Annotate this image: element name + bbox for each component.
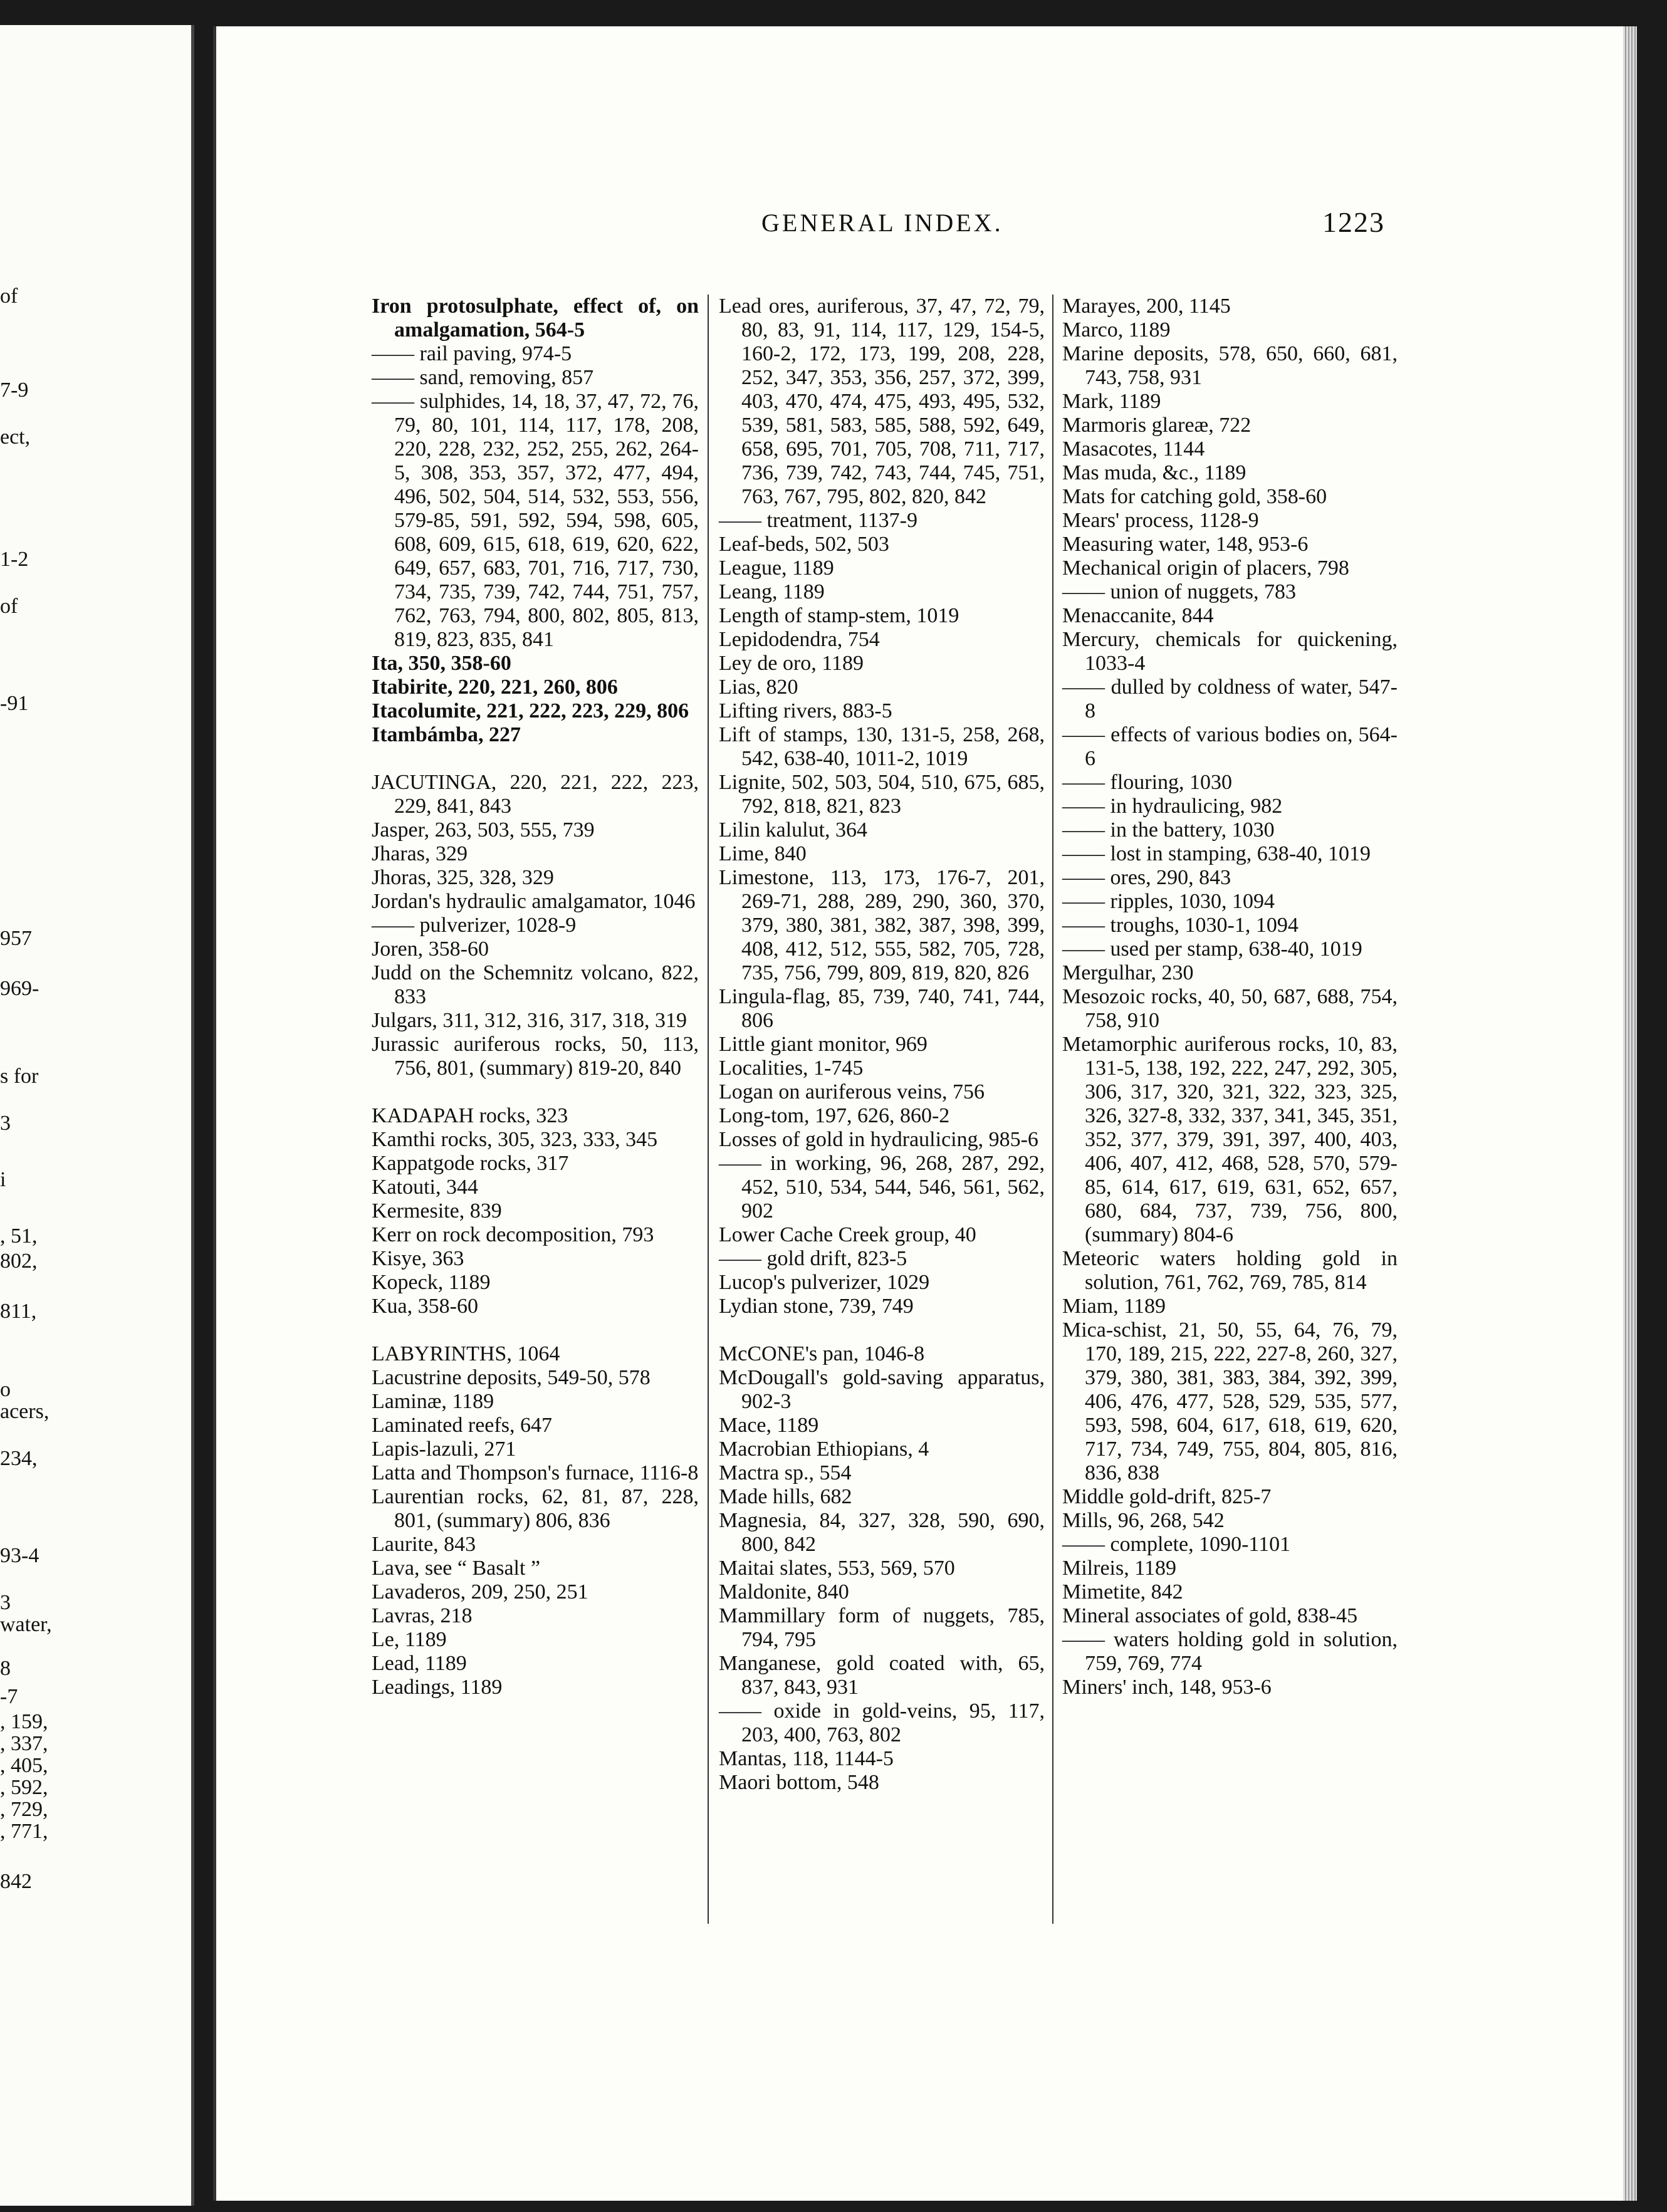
- index-entry: Itambámba, 227: [372, 723, 521, 746]
- cut-off-text-fragment: 802,: [0, 1249, 38, 1273]
- index-entry: Marmoris glareæ, 722: [1062, 414, 1252, 437]
- index-entry: —— dulled by coldness of water, 547-8: [1062, 676, 1398, 723]
- index-entry: Mas muda, &c., 1189: [1062, 461, 1246, 484]
- index-entry: Ley de oro, 1189: [719, 652, 864, 675]
- cut-off-text-fragment: of: [0, 595, 18, 618]
- cut-off-text-fragment: -91: [0, 692, 29, 715]
- index-entry: Leadings, 1189: [372, 1676, 503, 1699]
- index-entry: Maldonite, 840: [719, 1580, 849, 1604]
- index-entry: Mears' process, 1128-9: [1062, 509, 1259, 532]
- cut-off-text-fragment: s for: [0, 1065, 39, 1088]
- cut-off-text-fragment: , 729,: [0, 1798, 48, 1821]
- index-entry: —— flouring, 1030: [1062, 771, 1233, 794]
- cut-off-text-fragment: 234,: [0, 1447, 38, 1470]
- index-entry: Lead ores, auriferous, 37, 47, 72, 79, 80, 83, 91, 114, 117, 129, 154-5, 160-2, 172, 173, 199, 208, 228, 252, 347, 353, 356, 257, 372, 399, 403, 470, 474, 475, 493, 495, 532, 539, 581, 583, 585, 588, 592, 649, 658, 695, 701, 705, 708, 711, 717, 736, 739, 742, 743, 744, 745, 751, 763, 767, 795, 802, 820, 842: [719, 295, 1045, 508]
- index-entry: Marayes, 200, 1145: [1062, 295, 1231, 318]
- index-entry: Laminated reefs, 647: [372, 1414, 552, 1437]
- index-entry: Itacolumite, 221, 222, 223, 229, 806: [372, 699, 689, 723]
- index-entry: Jordan's hydraulic amalgamator, 1046: [372, 890, 696, 913]
- index-entry: Jhoras, 325, 328, 329: [372, 866, 554, 889]
- cut-off-text-fragment: 811,: [0, 1300, 37, 1323]
- index-entry: Mark, 1189: [1062, 390, 1161, 413]
- cut-off-text-fragment: 1-2: [0, 548, 29, 571]
- cut-off-text-fragment: , 405,: [0, 1754, 48, 1777]
- index-entry: Katouti, 344: [372, 1176, 478, 1199]
- index-entry: Losses of gold in hydraulicing, 985-6: [719, 1128, 1038, 1151]
- index-entry: Lingula-flag, 85, 739, 740, 741, 744, 806: [719, 985, 1045, 1032]
- index-entry: Kermesite, 839: [372, 1199, 502, 1223]
- column-rule: [1052, 295, 1053, 1924]
- index-page: [213, 26, 1626, 2201]
- index-column-2: [719, 295, 1045, 1795]
- cut-off-text-fragment: , 771,: [0, 1820, 48, 1843]
- index-entry: —— sand, removing, 857: [372, 366, 594, 389]
- index-entry: KADAPAH rocks, 323: [372, 1104, 568, 1127]
- index-entry: Lepidodendra, 754: [719, 628, 880, 651]
- index-entry: Lavras, 218: [372, 1604, 473, 1627]
- index-entry: —— in hydraulicing, 982: [1062, 795, 1283, 818]
- cut-off-text-fragment: of: [0, 284, 18, 308]
- index-entry: Kappatgode rocks, 317: [372, 1152, 569, 1175]
- index-entry: Mercury, chemicals for quickening, 1033-4: [1062, 628, 1398, 675]
- index-entry: Macrobian Ethiopians, 4: [719, 1437, 929, 1461]
- index-entry: Miners' inch, 148, 953-6: [1062, 1676, 1272, 1699]
- cut-off-text-fragment: 3: [0, 1591, 11, 1614]
- cut-off-text-fragment: 3: [0, 1112, 11, 1135]
- index-entry: Middle gold-drift, 825-7: [1062, 1485, 1272, 1508]
- index-entry: Judd on the Schemnitz volcano, 822, 833: [372, 961, 699, 1008]
- index-entry: Kua, 358-60: [372, 1295, 478, 1318]
- previous-page-edge: [0, 25, 194, 2206]
- index-entry: Ita, 350, 358-60: [372, 652, 511, 675]
- cut-off-text-fragment: acers,: [0, 1400, 50, 1423]
- index-entry: —— rail paving, 974-5: [372, 342, 572, 365]
- index-entry: Jurassic auriferous rocks, 50, 113, 756, 801, (summary) 819-20, 840: [372, 1033, 699, 1080]
- index-entry: Lacustrine deposits, 549-50, 578: [372, 1366, 651, 1389]
- index-entry: —— gold drift, 823-5: [719, 1247, 907, 1270]
- index-entry: Mills, 96, 268, 542: [1062, 1509, 1225, 1532]
- index-entry: Jharas, 329: [372, 842, 468, 865]
- index-entry: Kamthi rocks, 305, 323, 333, 345: [372, 1128, 658, 1151]
- cut-off-text-fragment: i: [0, 1168, 6, 1191]
- index-entry: Jasper, 263, 503, 555, 739: [372, 818, 595, 842]
- index-entry: Mesozoic rocks, 40, 50, 687, 688, 754, 758, 910: [1062, 985, 1398, 1032]
- page-block-edge: [1623, 26, 1637, 2201]
- index-entry: Meteoric waters holding gold in solution, 761, 762, 769, 785, 814: [1062, 1247, 1398, 1294]
- index-entry: Maori bottom, 548: [719, 1771, 879, 1794]
- index-entry: Long-tom, 197, 626, 860-2: [719, 1104, 950, 1127]
- index-entry: Miam, 1189: [1062, 1295, 1166, 1318]
- index-entry: Leang, 1189: [719, 580, 825, 603]
- index-entry: Made hills, 682: [719, 1485, 852, 1508]
- index-entry: Logan on auriferous veins, 756: [719, 1080, 985, 1103]
- index-entry: Marco, 1189: [1062, 318, 1171, 342]
- index-entry: Lead, 1189: [372, 1652, 467, 1675]
- index-entry: Kopeck, 1189: [372, 1271, 491, 1294]
- cut-off-text-fragment: 7-9: [0, 378, 29, 402]
- index-entry: —— treatment, 1137-9: [719, 509, 917, 532]
- index-entry: Julgars, 311, 312, 316, 317, 318, 319: [372, 1009, 687, 1032]
- index-entry: Length of stamp-stem, 1019: [719, 604, 959, 627]
- index-entry: Laminæ, 1189: [372, 1390, 494, 1413]
- index-entry: Lydian stone, 739, 749: [719, 1295, 914, 1318]
- index-entry: Localities, 1-745: [719, 1056, 864, 1080]
- index-entry: Kisye, 363: [372, 1247, 464, 1270]
- index-entry: Measuring water, 148, 953-6: [1062, 533, 1309, 556]
- cut-off-text-fragment: 8: [0, 1657, 11, 1680]
- index-entry: Milreis, 1189: [1062, 1557, 1176, 1580]
- index-entry: Masacotes, 1144: [1062, 437, 1205, 461]
- index-entry: Mace, 1189: [719, 1414, 819, 1437]
- index-entry: Lapis-lazuli, 271: [372, 1437, 516, 1461]
- index-entry: Little giant monitor, 969: [719, 1033, 928, 1056]
- index-entry: Marine deposits, 578, 650, 660, 681, 743, 758, 931: [1062, 342, 1398, 389]
- index-entry: Mica-schist, 21, 50, 55, 64, 76, 79, 170, 189, 215, 222, 227-8, 260, 327, 379, 380, 381, 383, 384, 392, 399, 406, 476, 477, 528, 529, 535, 577, 593, 598, 604, 617, 618, 619, 620, 717, 734, 749, 755, 804, 805, 816, 836, 838: [1062, 1318, 1398, 1484]
- index-entry: Mechanical origin of placers, 798: [1062, 556, 1349, 580]
- index-entry: Mantas, 118, 1144-5: [719, 1747, 894, 1770]
- index-entry: Lower Cache Creek group, 40: [719, 1223, 976, 1246]
- index-entry: McDougall's gold-saving apparatus, 902-3: [719, 1366, 1045, 1413]
- cut-off-text-fragment: 93-4: [0, 1544, 39, 1567]
- index-entry: —— ripples, 1030, 1094: [1062, 890, 1275, 913]
- index-entry: —— effects of various bodies on, 564-6: [1062, 723, 1398, 770]
- index-entry: Le, 1189: [372, 1628, 447, 1651]
- index-entry: Manganese, gold coated with, 65, 837, 843, 931: [719, 1652, 1045, 1699]
- index-entry: Lilin kalulut, 364: [719, 818, 868, 842]
- index-entry: Maitai slates, 553, 569, 570: [719, 1557, 955, 1580]
- index-entry: League, 1189: [719, 556, 834, 580]
- cut-off-text-fragment: ect,: [0, 425, 31, 449]
- index-entry: McCONE's pan, 1046-8: [719, 1342, 925, 1365]
- index-entry: Lias, 820: [719, 676, 798, 699]
- cut-off-text-fragment: , 51,: [0, 1224, 38, 1248]
- index-entry: —— used per stamp, 638-40, 1019: [1062, 937, 1362, 961]
- index-entry: Iron protosulphate, effect of, on amalgamation, 564-5: [372, 295, 699, 342]
- cut-off-text-fragment: 969-: [0, 977, 39, 1000]
- index-entry: —— pulverizer, 1028-9: [372, 914, 577, 937]
- index-entry: Kerr on rock decomposition, 793: [372, 1223, 654, 1246]
- index-entry: —— oxide in gold-veins, 95, 117, 203, 400, 763, 802: [719, 1699, 1045, 1746]
- index-entry: Lift of stamps, 130, 131-5, 258, 268, 542, 638-40, 1011-2, 1019: [719, 723, 1045, 770]
- cut-off-text-fragment: 957: [0, 927, 32, 950]
- index-entry: —— waters holding gold in solution, 759, 769, 774: [1062, 1628, 1398, 1675]
- index-entry: Metamorphic auriferous rocks, 10, 83, 131-5, 138, 192, 222, 247, 292, 305, 306, 317, 320, 321, 322, 323, 325, 326, 327-8, 332, 337, 341, 345, 351, 352, 377, 379, 391, 397, 400, 403, 406, 407, 412, 468, 528, 570, 579-85, 614, 617, 619, 631, 652, 657, 680, 684, 737, 739, 756, 800, (summary) 804-6: [1062, 1033, 1398, 1246]
- index-entry: Mammillary form of nuggets, 785, 794, 795: [719, 1604, 1045, 1651]
- index-entry: —— ores, 290, 843: [1062, 866, 1231, 889]
- cut-off-text-fragment: -7: [0, 1685, 18, 1708]
- index-entry: Mats for catching gold, 358-60: [1062, 485, 1327, 508]
- index-entry: JACUTINGA, 220, 221, 222, 223, 229, 841, 843: [372, 771, 699, 818]
- index-entry: Menaccanite, 844: [1062, 604, 1214, 627]
- column-rule: [708, 295, 709, 1924]
- index-entry: Lifting rivers, 883-5: [719, 699, 892, 723]
- running-title: GENERAL INDEX.: [761, 209, 1003, 237]
- index-entry: —— in the battery, 1030: [1062, 818, 1275, 842]
- page-number: 1223: [1322, 206, 1385, 238]
- index-entry: —— complete, 1090-1101: [1062, 1533, 1291, 1556]
- index-entry: Lime, 840: [719, 842, 807, 865]
- cut-off-text-fragment: , 592,: [0, 1776, 48, 1799]
- index-entry: Itabirite, 220, 221, 260, 806: [372, 676, 618, 699]
- index-entry: Lava, see “ Basalt ”: [372, 1557, 541, 1580]
- page-header: [216, 208, 1626, 246]
- cut-off-text-fragment: , 337,: [0, 1732, 48, 1755]
- index-entry: —— sulphides, 14, 18, 37, 47, 72, 76, 79, 80, 101, 114, 117, 178, 208, 220, 228, 232, 252, 255, 262, 264-5, 308, 353, 357, 372, 477, 494, 496, 502, 504, 514, 532, 553, 556, 579-85, 591, 592, 594, 598, 605, 608, 609, 615, 618, 619, 620, 622, 649, 657, 683, 701, 716, 717, 730, 734, 735, 739, 742, 744, 751, 757, 762, 763, 794, 800, 802, 805, 813, 819, 823, 835, 841: [372, 390, 699, 651]
- index-entry: Mergulhar, 230: [1062, 961, 1194, 984]
- index-column-1: [372, 295, 699, 1699]
- cut-off-text-fragment: , 159,: [0, 1710, 48, 1733]
- index-entry: Limestone, 113, 173, 176-7, 201, 269-71, 288, 289, 290, 360, 370, 379, 380, 381, 382, 387, 398, 399, 408, 412, 512, 555, 582, 705, 728, 735, 756, 799, 809, 819, 820, 826: [719, 866, 1045, 984]
- cut-off-text-fragment: o: [0, 1378, 11, 1401]
- index-entry: Laurentian rocks, 62, 81, 87, 228, 801, (summary) 806, 836: [372, 1485, 699, 1532]
- index-entry: Mineral associates of gold, 838-45: [1062, 1604, 1358, 1627]
- index-entry: Leaf-beds, 502, 503: [719, 533, 889, 556]
- index-entry: Lignite, 502, 503, 504, 510, 675, 685, 792, 818, 821, 823: [719, 771, 1045, 818]
- index-entry: —— lost in stamping, 638-40, 1019: [1062, 842, 1371, 865]
- index-entry: Lavaderos, 209, 250, 251: [372, 1580, 588, 1604]
- index-entry: Mimetite, 842: [1062, 1580, 1183, 1604]
- index-entry: Mactra sp., 554: [719, 1461, 852, 1484]
- index-entry: LABYRINTHS, 1064: [372, 1342, 560, 1365]
- index-entry: Latta and Thompson's furnace, 1116-8: [372, 1461, 699, 1484]
- index-entry: —— union of nuggets, 783: [1062, 580, 1297, 603]
- index-entry: Joren, 358-60: [372, 937, 489, 961]
- cut-off-text-fragment: 842: [0, 1870, 32, 1893]
- index-entry: —— in working, 96, 268, 287, 292, 452, 510, 534, 544, 546, 561, 562, 902: [719, 1152, 1045, 1223]
- index-entry: —— troughs, 1030-1, 1094: [1062, 914, 1299, 937]
- index-entry: Magnesia, 84, 327, 328, 590, 690, 800, 842: [719, 1509, 1045, 1556]
- index-entry: Laurite, 843: [372, 1533, 476, 1556]
- index-column-3: [1062, 295, 1398, 1699]
- cut-off-text-fragment: water,: [0, 1613, 52, 1636]
- index-entry: Lucop's pulverizer, 1029: [719, 1271, 930, 1294]
